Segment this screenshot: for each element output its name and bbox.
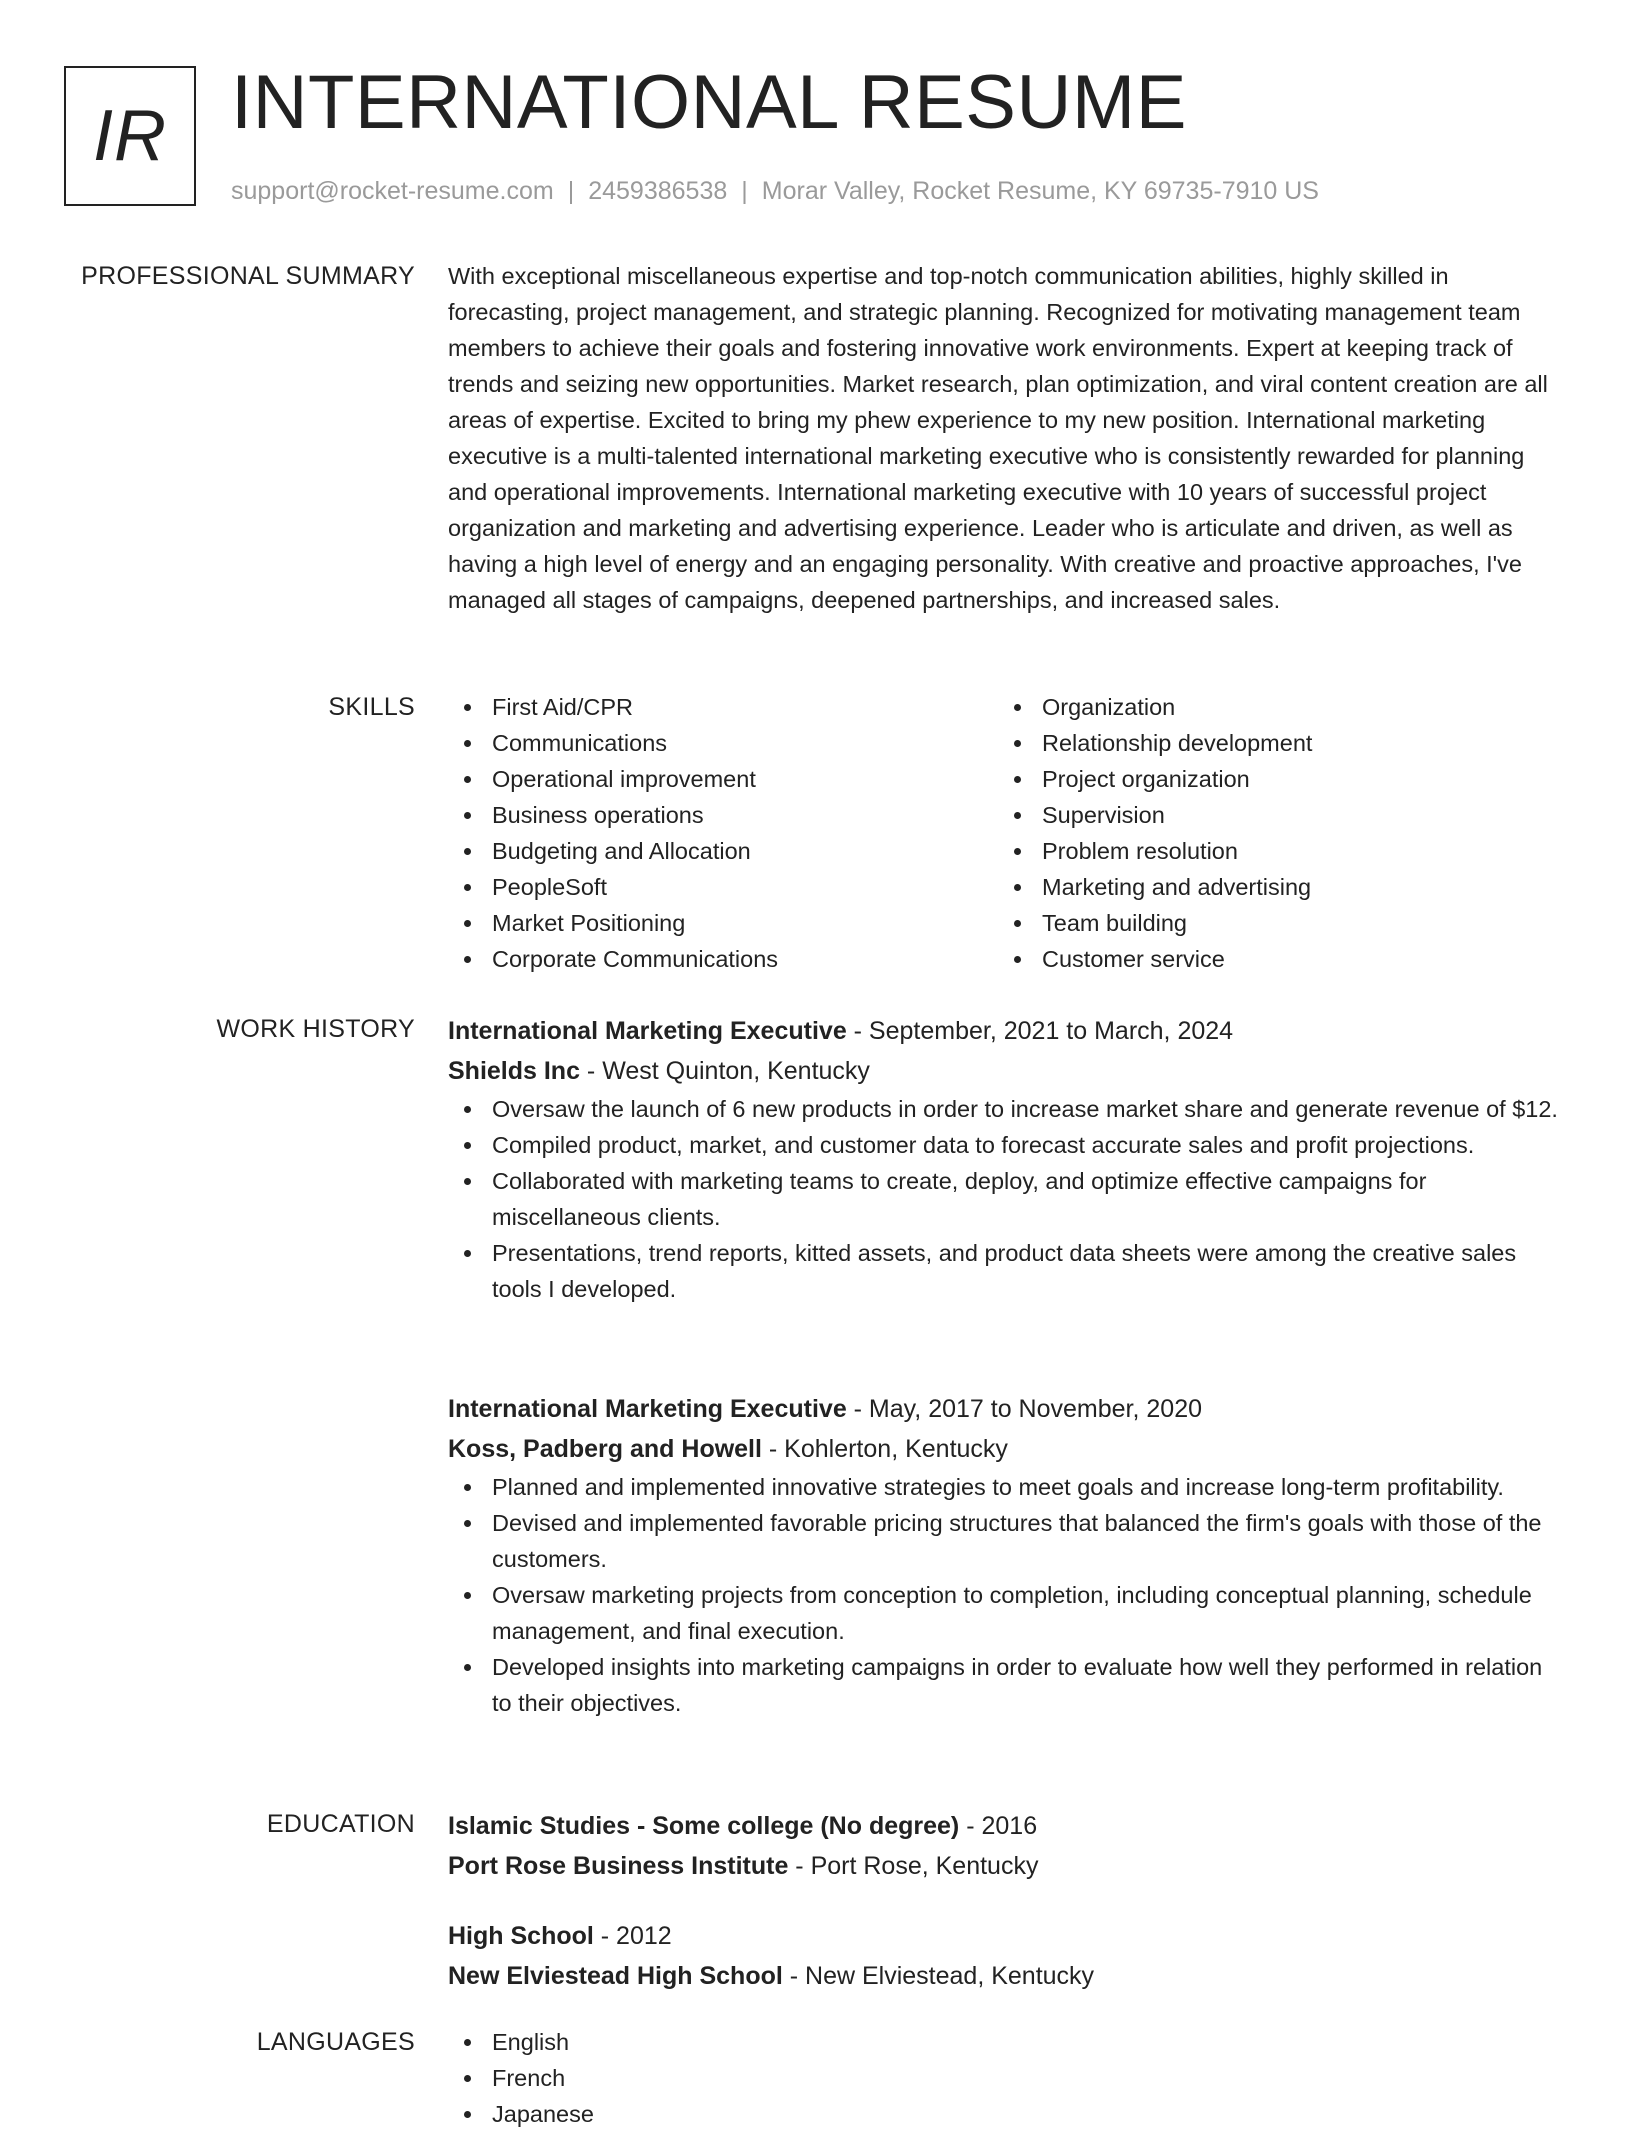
list-item: French [448,2060,1560,2096]
education-degree-line [448,1806,1560,1846]
summary-body [448,258,1560,618]
skill-item: Communications [448,725,998,761]
education-degree-line [448,1916,1560,1956]
list-item: Collaborated with marketing teams to create, deploy, and optimize effective campaigns for miscellaneous clients. [448,1163,1560,1235]
languages-list [448,2024,1560,2132]
job-title-line [448,1389,1560,1429]
skill-item: Budgeting and Allocation [448,833,998,869]
education-school-line [448,1846,1560,1886]
education-school: Port Rose Business Institute [448,1852,789,1880]
resume-name: INTERNATIONAL RESUME [231,60,1187,145]
job-company: Shields Inc [448,1057,580,1085]
education-body [448,1806,1560,1886]
skill-item: First Aid/CPR [448,689,998,725]
job-bullets [448,1091,1560,1307]
skill-item: Relationship development [998,725,1548,761]
list-item: Oversaw marketing projects from conception to completion, including conceptual planning, schedule management, and final execution. [448,1577,1560,1649]
languages-body [448,2024,1560,2132]
skill-item: Supervision [998,797,1548,833]
job-entry [448,1389,1560,1721]
summary-heading: PROFESSIONAL SUMMARY [81,262,415,290]
skills-body [448,689,1560,977]
list-item: Oversaw the launch of 6 new products in order to increase market share and generate revenue of $12. [448,1091,1560,1127]
job-location: - West Quinton, Kentucky [579,1057,870,1085]
education-degree: Islamic Studies - Some college (No degree) [448,1812,960,1840]
list-item: Japanese [448,2096,1560,2132]
education-heading: EDUCATION [266,1810,415,1838]
list-item: Presentations, trend reports, kitted assets, and product data sheets were among the creative sales tools I developed. [448,1235,1560,1307]
list-item: Devised and implemented favorable pricing structures that balanced the firm's goals with those of the customers. [448,1505,1560,1577]
job-company-line [448,1429,1560,1469]
skill-item: Project organization [998,761,1548,797]
education-body-2 [448,1916,1560,1996]
list-item: English [448,2024,1560,2060]
summary-text: With exceptional miscellaneous expertise and top-notch communication abilities, highly skilled in forecasting, project management, and strategic planning. Recognized for motivating management team members to achieve their goals and fostering innovative work environments. Expert at keeping track of trends and seizing new opportunities. Market research, plan optimization, and viral content creation are all areas of expertise. Excited to bring my phew experience to my new position. International marketing executive is a multi-talented international marketing executive who is consistently rewarded for planning and operational improvements. International marketing executive with 10 years of successful project organization and marketing and advertising experience. Leader who is articulate and driven, as well as having a high level of energy and an engaging personality. With creative and proactive approaches, I've managed all stages of campaigns, deepened partnerships, and increased sales. [448,263,1548,613]
skill-item: Operational improvement [448,761,998,797]
education-entry [448,1916,1560,1996]
monogram-text: IR [93,96,167,176]
job-company-line [448,1051,1560,1091]
skill-item: Customer service [998,941,1548,977]
monogram-box [64,66,196,206]
contact-address: Morar Valley, Rocket Resume, KY 69735-7910 US [761,177,1319,205]
list-item: Developed insights into marketing campaigns in order to evaluate how well they performed in relation to their objectives. [448,1649,1560,1721]
job-dates: - May, 2017 to November, 2020 [846,1395,1203,1423]
skill-item: PeopleSoft [448,869,998,905]
skill-item: Problem resolution [998,833,1548,869]
education-school: New Elviestead High School [448,1962,783,1990]
job-entry [448,1011,1560,1307]
contact-email[interactable]: support@rocket-resume.com [231,177,554,205]
education-location: - Port Rose, Kentucky [788,1852,1039,1880]
job-title: International Marketing Executive [448,1017,847,1045]
work-history-body [448,1011,1560,1307]
skill-item: Organization [998,689,1548,725]
work-history-heading: WORK HISTORY [216,1015,415,1043]
job-company: Koss, Padberg and Howell [448,1435,762,1463]
skill-item: Market Positioning [448,905,998,941]
job-dates: - September, 2021 to March, 2024 [846,1017,1234,1045]
job-bullets [448,1469,1560,1721]
skills-column-right [998,689,1548,977]
contact-separator: | [741,177,748,205]
education-year: - 2016 [959,1812,1038,1840]
skill-item: Team building [998,905,1548,941]
list-item: Compiled product, market, and customer data to forecast accurate sales and profit projections. [448,1127,1560,1163]
skill-item: Marketing and advertising [998,869,1548,905]
education-location: - New Elviestead, Kentucky [782,1962,1095,1990]
education-school-line [448,1956,1560,1996]
languages-heading: LANGUAGES [256,2028,415,2056]
contact-phone: 2459386538 [588,177,728,205]
work-history-body-2 [448,1389,1560,1721]
contact-separator: | [567,177,575,205]
education-year: - 2012 [593,1922,672,1950]
list-item: Planned and implemented innovative strategies to meet goals and increase long-term profitability. [448,1469,1560,1505]
education-degree: High School [448,1922,594,1950]
contact-line [231,174,1319,208]
skill-item: Business operations [448,797,998,833]
skills-column-left [448,689,998,977]
education-entry [448,1806,1560,1886]
skills-heading: SKILLS [328,693,415,721]
skill-item: Corporate Communications [448,941,998,977]
job-title-line [448,1011,1560,1051]
job-title: International Marketing Executive [448,1395,847,1423]
job-location: - Kohlerton, Kentucky [761,1435,1008,1463]
